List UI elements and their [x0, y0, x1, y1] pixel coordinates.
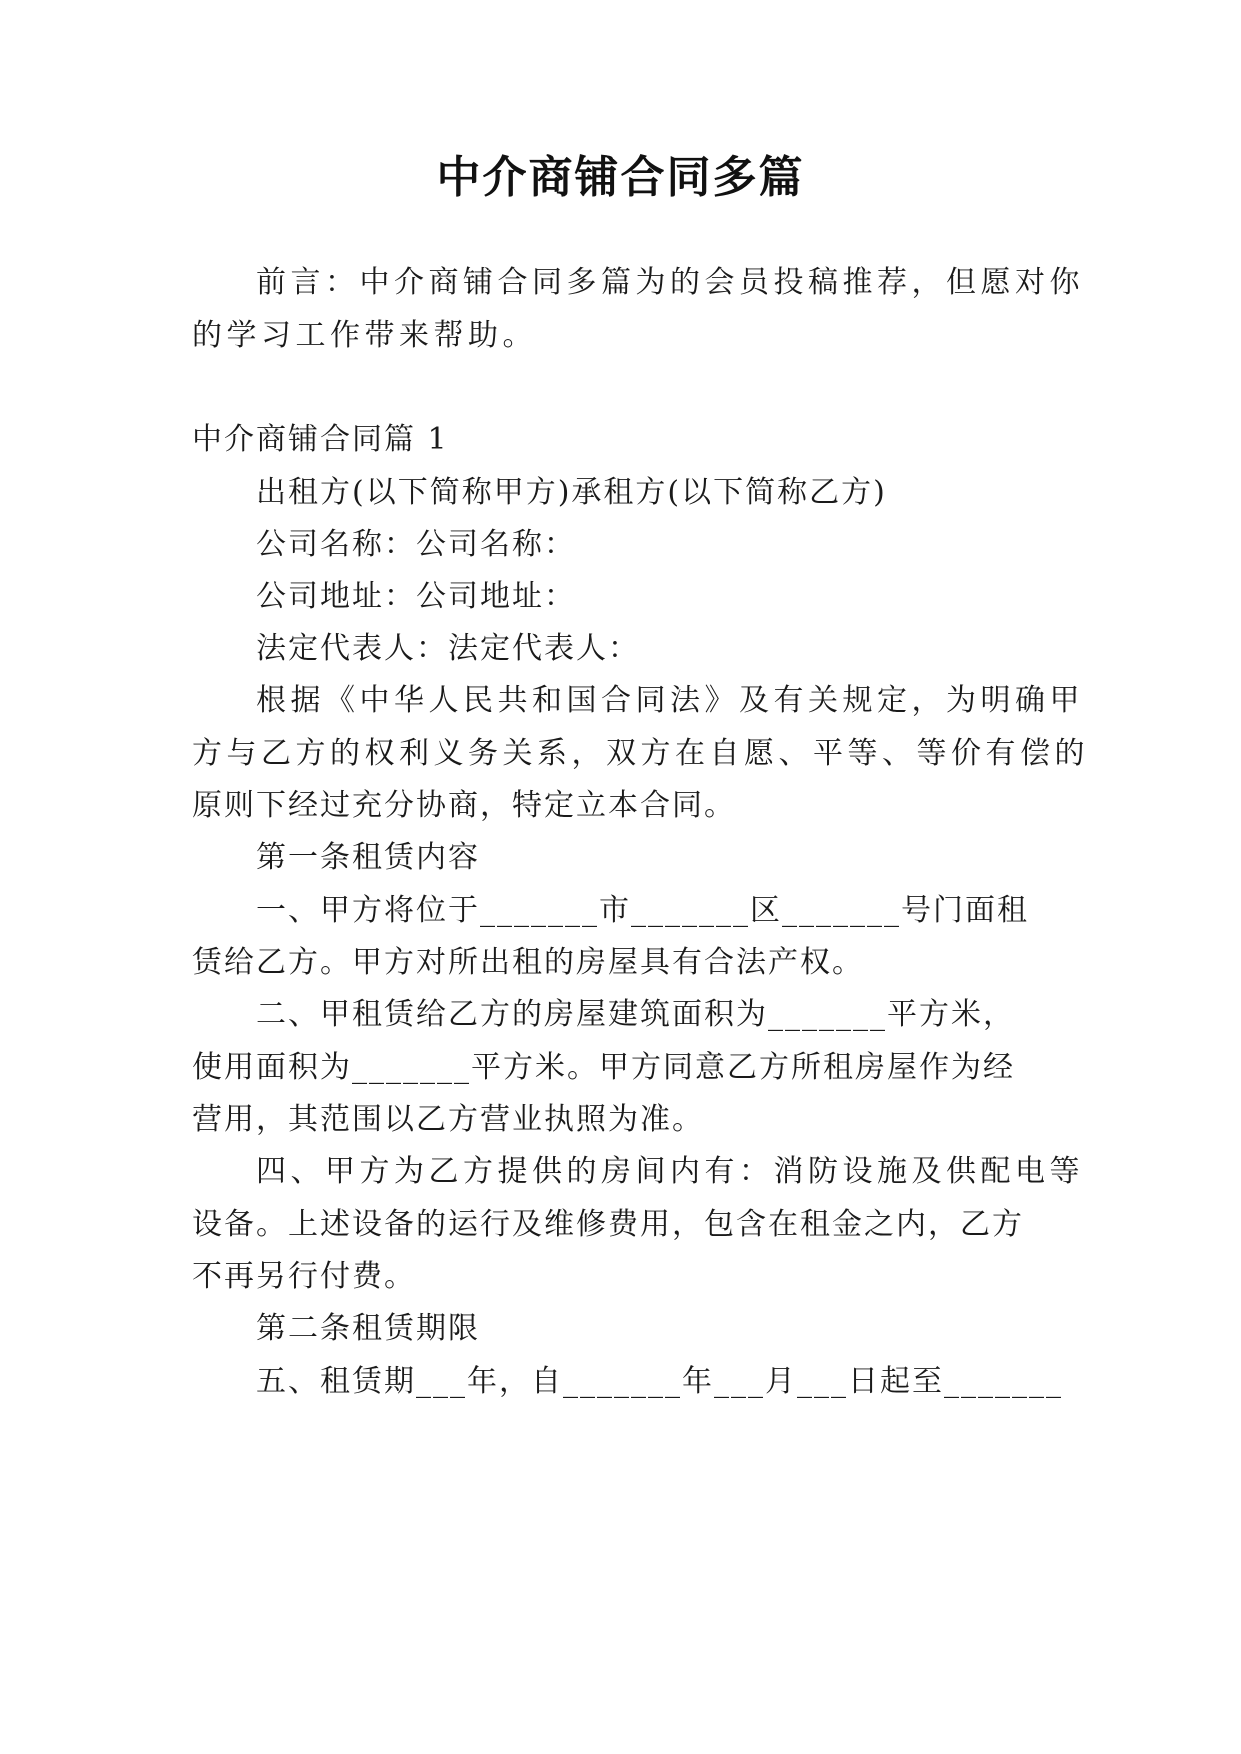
preface-line-2: 的学习工作带来帮助。 — [192, 318, 537, 353]
body-line-preamble-2: 方与乙方的权利义务关系，双方在自愿、平等、等价有偿的 — [192, 736, 1089, 771]
clause-4-line-1: 四、甲方为乙方提供的房间内有：消防设施及供配电等 — [256, 1154, 1084, 1189]
clause-2-line-3: 营用，其范围以乙方营业执照为准。 — [192, 1102, 704, 1137]
body-line-parties: 出租方(以下简称甲方)承租方(以下简称乙方) — [256, 475, 887, 510]
body-line-legal-rep: 法定代表人：法定代表人： — [256, 631, 640, 666]
clause-1-line-1: 一、甲方将位于_______市_______区_______号门面租 — [256, 893, 1029, 928]
clause-4-line-2: 设备。上述设备的运行及维修费用，包含在租金之内，乙方 — [192, 1207, 1024, 1242]
document-title: 中介商铺合同多篇 — [436, 152, 805, 203]
article-1-heading: 第一条租赁内容 — [256, 840, 480, 875]
clause-5-line-1: 五、租赁期___年，自_______年___月___日起至_______ — [256, 1364, 1063, 1399]
preface-line-1: 前言：中介商铺合同多篇为的会员投稿推荐，但愿对你 — [256, 265, 1084, 300]
body-line-company-address: 公司地址：公司地址： — [256, 579, 576, 614]
clause-2-line-2: 使用面积为_______平方米。甲方同意乙方所租房屋作为经 — [192, 1050, 1015, 1085]
clause-2-line-1: 二、甲租赁给乙方的房屋建筑面积为_______平方米， — [256, 997, 1015, 1032]
clause-4-line-3: 不再另行付费。 — [192, 1259, 416, 1294]
article-2-heading: 第二条租赁期限 — [256, 1311, 480, 1346]
body-line-preamble-1: 根据《中华人民共和国合同法》及有关规定，为明确甲 — [256, 683, 1084, 718]
body-line-preamble-3: 原则下经过充分协商，特定立本合同。 — [192, 788, 736, 823]
clause-1-line-2: 赁给乙方。甲方对所出租的房屋具有合法产权。 — [192, 945, 864, 980]
section-heading: 中介商铺合同篇 1 — [192, 422, 449, 457]
body-line-company-name: 公司名称：公司名称： — [256, 527, 576, 562]
